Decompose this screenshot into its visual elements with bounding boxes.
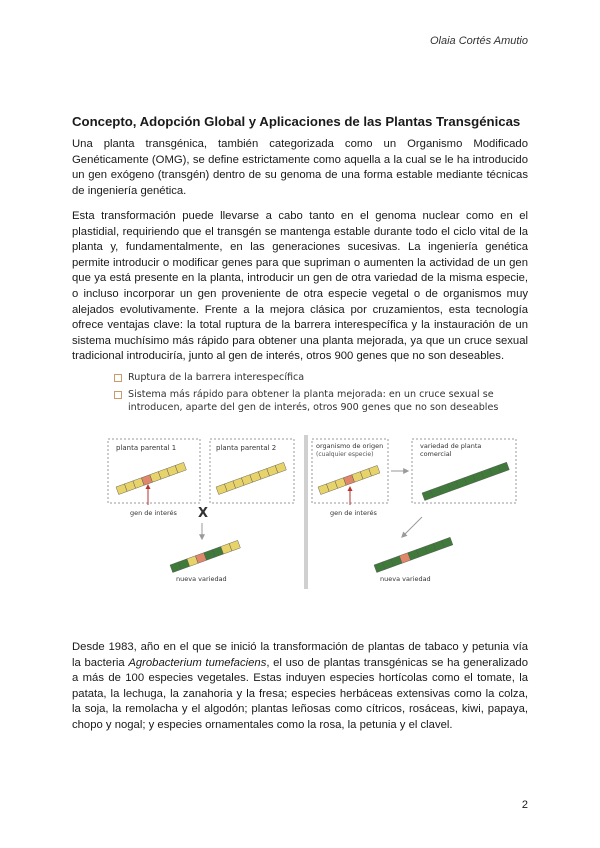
page-number: 2 [521, 799, 528, 811]
origin-chromosome [318, 465, 380, 494]
breeding-diagram [104, 435, 524, 595]
parent2-label: planta parental 2 [216, 444, 277, 452]
insertion-arrow [402, 517, 422, 537]
bullet-text: Sistema más rápido para obtener la planta mejorada: en un cruce sexual se introducen, aparte del gen de interés, otros 900 genes que no son deseables [128, 388, 499, 413]
origin-sublabel: (cualquier especie) [316, 451, 374, 458]
new-variety-label-right: nueva variedad [380, 575, 431, 583]
parent1-label: planta parental 1 [116, 444, 177, 452]
bullet-square-icon [114, 391, 122, 399]
paragraph-history [72, 640, 528, 734]
new-variety-chromosome-left [170, 540, 240, 572]
author-name: Olaia Cortés Amutio [429, 35, 528, 47]
gene-label-left: gen de interés [130, 509, 177, 517]
page-title: Concepto, Adopción Global y Aplicaciones de las Plantas Transgénicas [72, 114, 521, 129]
paragraph-transformation: Esta transformación puede llevarse a cabo tanto en el genoma nuclear como en el plastidial, requiriendo que el transgén se mantenga estable durante todo el ciclo vital de la planta y, fundamentalmente, en las generaciones sucesivas. La ingeniería genética permite introducir o modificar genes para que supriman o aumenten la actividad de un gen que ya está presente en la planta, introducir un gen de otra variedad de la misma especie, o incluso incorporar un gen proveniente de otra especie vegetal o de organismos muy alejados evolutivamente. Frente a la mejora clásica por cruzamientos, esta tecnología ofrece ventajas clave: la total ruptura de la barrera interespecífica y la instauración de un sistema muchísimo más rápido para obtener una planta mejorada, ya que un cruce sexual tradicional introduciría, junto al gen de interés, otros 900 genes que no son deseables. [72, 210, 528, 363]
origin-label: organismo de origen [316, 442, 384, 450]
gene-label-right: gen de interés [330, 509, 377, 517]
commercial-sublabel: comercial [420, 450, 452, 458]
paragraph-definition: Una planta transgénica, también categorizada como un Organismo Modificado Genéticamente (OMG), se define estrictamente como aquella a la cual se le ha introducido un gen exógeno (transgén) dentro de su genoma de una forma estable mediante técnicas de ingeniería genética. [72, 138, 528, 197]
parent2-chromosome [216, 462, 286, 494]
new-variety-chromosome-right [374, 537, 453, 572]
bullet-square-icon [114, 374, 122, 382]
commercial-chromosome [422, 462, 509, 500]
figure-bullet-list [114, 371, 524, 418]
cross-symbol: X [198, 506, 209, 521]
method-divider [304, 435, 308, 589]
commercial-label: variedad de planta [420, 442, 482, 450]
new-variety-label-left: nueva variedad [176, 575, 227, 583]
bullet-text: Ruptura de la barrera interespecífica [128, 372, 305, 383]
parent1-chromosome [116, 462, 186, 494]
history-text-start: Desde 1983, año en el que se inició la transformación de plantas de tabaco y petunia vía la bacteria [72, 641, 528, 669]
species-name: Agrobacterium tumefaciens [128, 656, 267, 669]
transgenic-comparison-figure [104, 365, 524, 595]
history-text-end: , el uso de plantas transgénicas se ha generalizado a más de 100 especies vegetales. Estas induyen especies hortícolas como el tomate, la patata, la lechuga, la zanahoria y la fresa; especies herbáceas extensivas como la colza, la soja, la remolacha y el algodón; plantas leñosas como cítricos, rosáceas, kiwi, papaya, chopo y nogal; y especies ornamentales como la rosa, la petunia y el clavel. [72, 656, 528, 731]
figure-bullet [114, 388, 524, 415]
figure-bullet [114, 371, 524, 385]
